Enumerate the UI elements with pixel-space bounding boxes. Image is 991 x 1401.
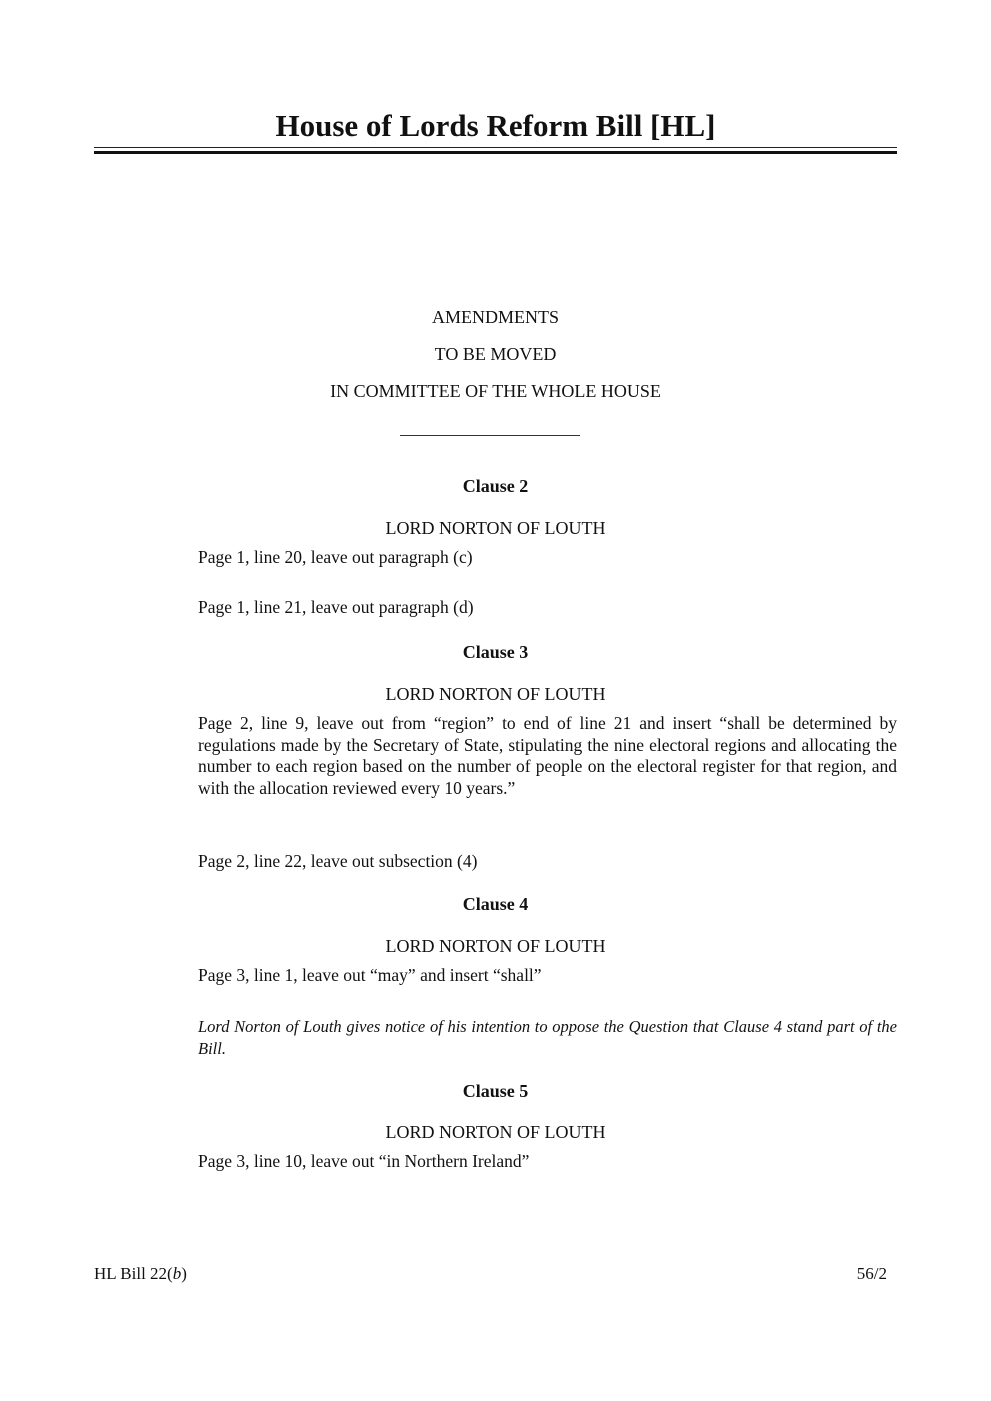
mover-name: LORD NORTON OF LOUTH bbox=[385, 936, 606, 956]
document-title: House of Lords Reform Bill [HL] bbox=[275, 108, 716, 143]
clause-heading: Clause 2 bbox=[462, 476, 529, 496]
bill-number bbox=[94, 1263, 187, 1285]
clause-heading: Clause 4 bbox=[462, 894, 529, 914]
opposition-notice: Lord Norton of Louth gives notice of his intention to oppose the Question that Clause 4 stand part of the Bill. bbox=[198, 1017, 897, 1058]
title-rule-thick bbox=[94, 151, 897, 154]
amendment: Page 2, line 22, leave out subsection (4) bbox=[198, 851, 478, 871]
bill-letter: b bbox=[172, 1264, 182, 1283]
mover-name: LORD NORTON OF LOUTH bbox=[385, 684, 606, 704]
page-reference: 56/2 bbox=[856, 1264, 887, 1283]
bill-prefix: HL Bill 22( bbox=[94, 1264, 173, 1283]
mover-name: LORD NORTON OF LOUTH bbox=[385, 518, 606, 538]
heading-line-1: AMENDMENTS bbox=[431, 307, 559, 327]
amendment: Page 1, line 20, leave out paragraph (c) bbox=[198, 547, 473, 567]
separator-rule bbox=[400, 435, 580, 436]
amendment: Page 2, line 9, leave out from “region” to end of line 21 and insert “shall be determined by regulations made by the Secretary of State, stipulating the nine electoral regions and allocating the number to each region based on the number of people on the electoral register for that region, and with the allocation reviewed every 10 years.” bbox=[198, 713, 897, 798]
clause-heading: Clause 3 bbox=[462, 642, 529, 662]
heading-line-2: TO BE MOVED bbox=[434, 344, 557, 364]
amendment: Page 1, line 21, leave out paragraph (d) bbox=[198, 597, 474, 617]
amendment: Page 3, line 1, leave out “may” and insert “shall” bbox=[198, 965, 542, 985]
amendment: Page 3, line 10, leave out “in Northern Ireland” bbox=[198, 1151, 530, 1171]
bill-suffix: ) bbox=[181, 1264, 187, 1283]
heading-line-3: IN COMMITTEE OF THE WHOLE HOUSE bbox=[330, 381, 661, 401]
title-rule-thin bbox=[94, 147, 897, 148]
clause-heading: Clause 5 bbox=[462, 1081, 529, 1101]
mover-name: LORD NORTON OF LOUTH bbox=[385, 1122, 606, 1142]
